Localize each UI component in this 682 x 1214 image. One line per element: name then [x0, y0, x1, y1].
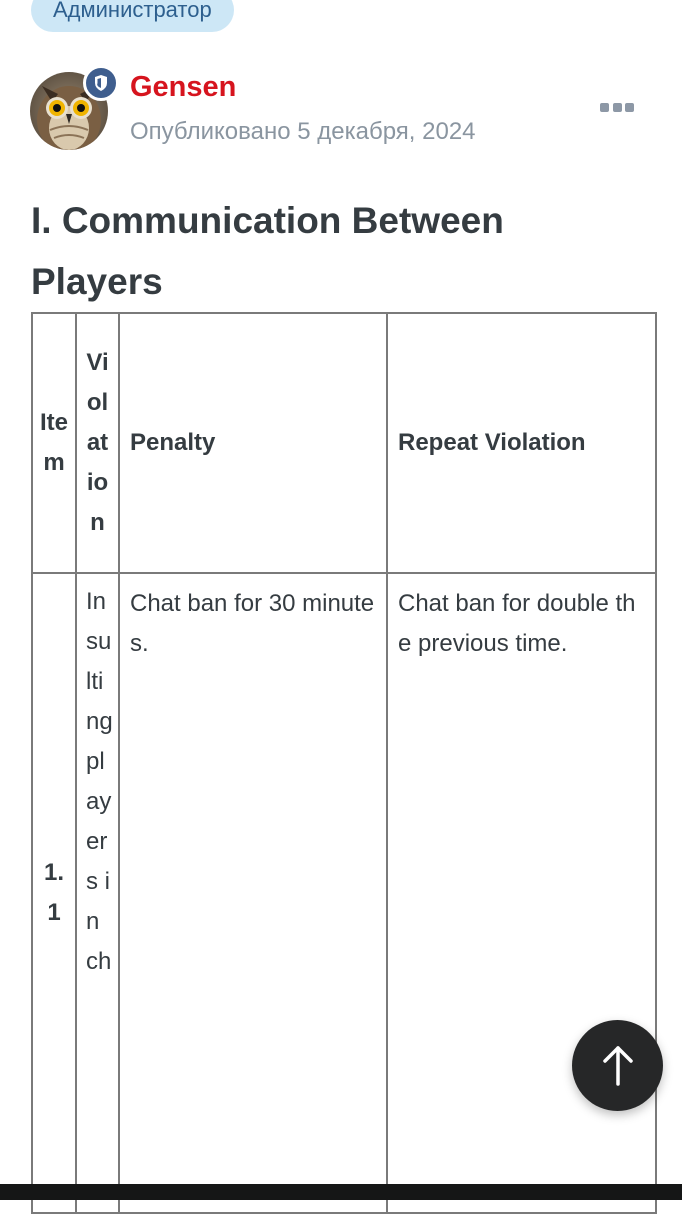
post-date: Опубликовано 5 декабря, 2024 [130, 118, 476, 145]
row-violation: Insulting players in ch [76, 573, 119, 1213]
arrow-up-icon [598, 1044, 638, 1088]
header-violation: Violation [76, 313, 119, 573]
bottom-system-bar [0, 1184, 682, 1200]
table-header-row [32, 313, 656, 573]
section-title: I. Communication Between Players [31, 200, 504, 302]
role-badge: Администратор [31, 0, 234, 32]
shield-icon [86, 68, 116, 98]
header-item: Item [32, 313, 76, 573]
more-options-icon[interactable] [600, 103, 634, 113]
table-row [32, 573, 656, 1213]
author-name[interactable]: Gensen [130, 71, 237, 103]
header-repeat-violation: Repeat Violation [387, 313, 656, 573]
scroll-to-top-button[interactable] [572, 1020, 663, 1111]
rules-table [31, 312, 657, 1214]
row-item-number: 1.1 [32, 573, 76, 1213]
more-options-dot [613, 103, 622, 112]
more-options-dot [600, 103, 609, 112]
header-penalty: Penalty [119, 313, 387, 573]
row-repeat-violation: Chat ban for double the previous time. [387, 573, 656, 1213]
row-penalty: Chat ban for 30 minutes. [119, 573, 387, 1213]
moderator-badge [83, 65, 119, 101]
more-options-dot [625, 103, 634, 112]
